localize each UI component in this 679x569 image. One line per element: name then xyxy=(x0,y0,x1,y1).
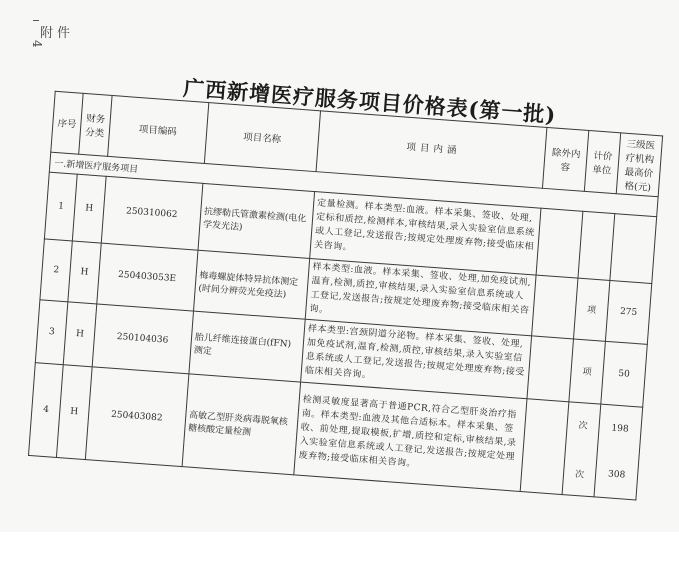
row-exclusions xyxy=(532,275,578,339)
row-category: H xyxy=(57,364,92,459)
row-price xyxy=(610,214,657,284)
row-exclusions xyxy=(536,208,582,278)
row-name: 胎儿纤维连接蛋白(fFN)测定 xyxy=(189,311,306,382)
header-no: 序号 xyxy=(51,91,84,154)
row-unit-value-extra: 次 xyxy=(574,469,585,481)
row-content: 样本类型:血液。样本采集、签收、处理,加免疫试剂,温育,检测,质控,审核结果,录入实验室信息系统或人工登记,发送报告;按规定处理废弃物;接受临床相关咨询。 xyxy=(305,258,536,335)
header-exclusions: 除外内容 xyxy=(543,127,589,191)
row-unit-value: 次 xyxy=(578,420,588,432)
row-no: 2 xyxy=(40,239,73,302)
row-no: 1 xyxy=(44,172,77,241)
attachment-label: 附件 xyxy=(40,26,75,41)
header-name: 项目名称 xyxy=(204,103,320,172)
page-number: 4 xyxy=(30,40,44,48)
row-price: 50 xyxy=(601,341,648,407)
header-unit: 计价单位 xyxy=(584,131,620,194)
price-table-sheet xyxy=(11,60,679,569)
row-no: 4 xyxy=(29,362,64,457)
row-content: 定量检测。样本类型:血液。样本采集、签收、处理,定标和质控,检测样本,审核结果,录入实验室信息系统或人工登记,发送报告;按规定处理废弃物;接受临床相关咨询。 xyxy=(310,192,542,275)
document-title: 广西新增医疗服务项目价格表(第一批) xyxy=(182,75,558,128)
row-code: 250403082 xyxy=(85,366,189,466)
row-content: 样本类型:宫颈阴道分泌物。样本采集、签收、处理,加免疫试剂,温育,检测,质控,审核结果,录入实验室信息系统或人工登记,发送报告;按规定处理废弃物;接受临床相关咨询。 xyxy=(301,319,532,398)
header-category: 财务分类 xyxy=(79,93,112,156)
header-price: 三级医疗机构最高价格(元) xyxy=(616,133,662,197)
row-price-value-extra: 308 xyxy=(607,469,626,481)
row-price: 275 xyxy=(605,280,651,344)
row-exclusions xyxy=(521,398,569,494)
row-category: H xyxy=(73,174,106,243)
row-unit: 项 xyxy=(569,339,606,404)
row-no: 3 xyxy=(35,300,68,365)
row-content: 检测灵敏度显著高于普通PCR,符合乙型肝炎治疗指南。样本类型:血液及其他合适标本。样本采集、签收、前处理,提取模板,扩增,质控和定标,审核结果,录入实验室信息系统或人工登记,发送报告;按规定处理废弃物;接受临床相关咨询。 xyxy=(294,382,528,491)
row-category: H xyxy=(64,302,97,367)
row-name: 高敏乙型肝炎病毒脱氧核糖核酸定量检测 xyxy=(182,374,301,475)
row-price-value: 198 xyxy=(611,423,629,435)
row-code: 250403053E xyxy=(96,243,197,311)
row-code: 250310062 xyxy=(101,176,203,250)
row-price xyxy=(594,404,643,500)
section-label: 一.新增医疗服务项目 xyxy=(49,152,658,217)
row-code: 250104036 xyxy=(92,304,193,374)
header-code: 项目编码 xyxy=(107,95,208,163)
margin-dash xyxy=(33,20,39,21)
row-unit: 项 xyxy=(573,278,609,341)
row-name: 梅毒螺旋体特异抗体测定(时间分辨荧光免疫法) xyxy=(193,250,309,319)
price-table xyxy=(28,91,663,500)
row-category: H xyxy=(68,241,101,304)
row-name: 抗缪勒氏管激素检测(电化学发光法) xyxy=(198,183,315,258)
row-unit xyxy=(578,211,615,280)
row-exclusions xyxy=(527,336,573,402)
header-content: 项 目 内 涵 xyxy=(316,111,547,188)
